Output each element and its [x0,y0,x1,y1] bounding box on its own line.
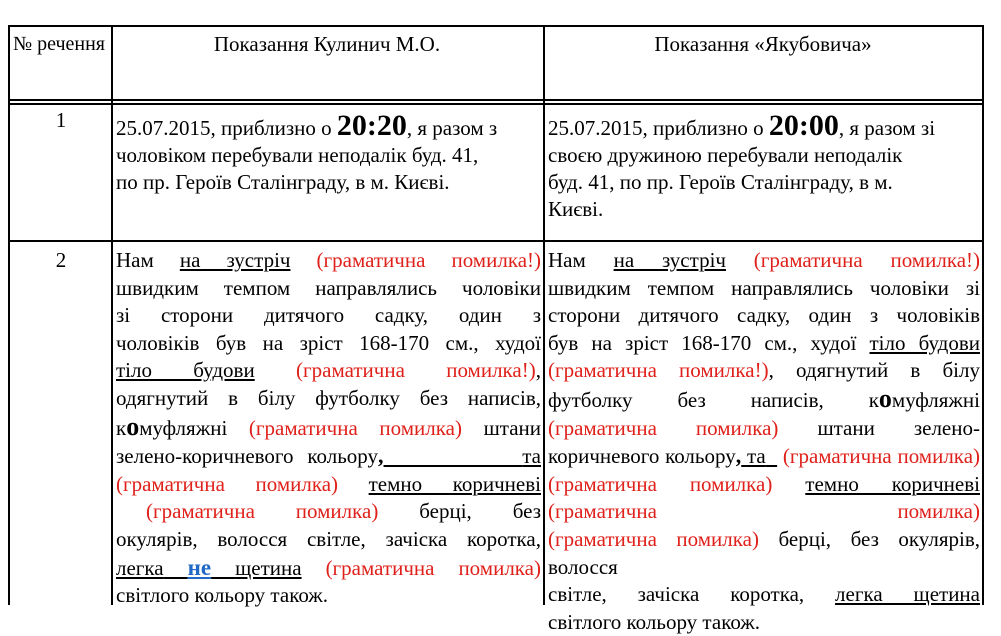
highlighted-letter: о [126,411,140,441]
text-run: штани зелено- [817,415,980,440]
row-2-yakubovych-text [548,247,980,636]
grammar-error-note: (граматична помилка) [548,471,773,496]
grammar-error-note: (граматична помилка) [146,499,379,524]
table-border-right [982,25,984,605]
text-line [548,526,980,581]
header-divider [8,99,984,101]
header-kulynych-text: Показання Кулинич М.О. [213,32,441,56]
text-line: сторони дитячого садку, один з чоловіків [548,303,980,328]
text-run: коричневого кольору [548,444,736,469]
time-highlight: 20:00 [768,109,839,142]
underlined-phrase: на зустріч [179,248,291,272]
column-divider-2 [543,25,545,605]
grammar-error-note: (граматична помилка!) [316,248,542,272]
table-border-left [8,25,10,605]
text-run: , одягнутий в білу [768,358,980,383]
text-line: швидким темпом направлялись чоловіки [116,275,541,300]
text-line [116,109,541,142]
text-line: своєю дружиною перебували неподалік [548,143,903,167]
highlighted-word-ne: не [187,554,212,580]
text-run: муфляжні [891,387,980,412]
text-line [548,581,980,609]
row-2-number [13,247,109,274]
text-run: к [116,415,127,440]
text-line [116,357,541,385]
underlined-phrase: щетина [235,555,302,580]
grammar-error-note: (граматична помилка) [548,526,759,551]
bold-comma: , [378,443,384,469]
text-run: Нам [116,248,154,272]
underlined-phrase: темно коричневі [368,471,541,496]
text-line [116,471,541,499]
text-line: чоловіком перебували неподалік буд. 41, [116,143,479,167]
text-line: по пр. Героїв Сталінграду, в м. Києві. [116,170,450,194]
grammar-error-note: (граматична помилка) [782,444,981,469]
underlined-phrase: легка щетина [835,582,980,607]
grammar-error-note [296,358,536,382]
header-yakubovych-testimony [545,31,981,58]
text-run: берці, без окулярів, волосся [548,526,981,579]
text-line: світлого кольору також. [116,583,329,608]
text-run: футболку без написів, [548,387,824,412]
text-line [116,554,541,583]
row-1-yakubovych-text [548,109,980,223]
underlined-phrase: легка [116,555,164,580]
text-line [548,247,980,275]
grammar-error-note: (граматична помилка) [248,415,462,440]
text-line: швидким темпом направлялись чоловіки зі [548,275,980,300]
comma: , [535,358,541,383]
underlined-phrase: тіло будови [116,358,255,383]
text-line [548,330,980,358]
grammar-error-note: (граматична помилка!) [753,248,981,272]
row-divider [8,240,984,242]
underlined-phrase: та [522,444,541,469]
text-line [548,471,980,526]
text-line: окулярів, волосся світле, зачіска коротка, [116,526,541,551]
text-line [116,413,541,443]
grammar-error-note: (граматична помилка!) [548,358,769,383]
row-2-number-text: 2 [55,248,67,272]
text-line [116,498,541,526]
text-line [548,357,980,385]
text-line: Києві. [548,197,604,221]
text-run: Нам [548,248,586,272]
grammar-error-note: (граматична помилка) [548,415,779,440]
text-line: світлого кольору також. [548,609,761,634]
text-run: був на зріст 168-170 см., худої [548,330,870,355]
text-run: 25.07.2015, приблизно о [548,116,769,140]
header-sentence-number [13,31,109,58]
header-divider-2 [8,103,984,105]
text-line [116,442,541,471]
grammar-error-note: (граматична помилка) [548,499,980,524]
header-sentence-number-text: № речення [13,33,106,55]
text-run: берці, без [419,499,541,524]
underlined-phrase: тіло будови [869,330,980,355]
text-line: зі сторони дитячого садку, один з [116,303,541,328]
text-run: муфляжні [139,415,228,440]
time-highlight: 20:20 [336,109,407,142]
grammar-error-text: (граматична помилка!) [296,358,536,383]
text-line: буд. 41, по пр. Героїв Сталінграду, в м. [548,170,893,194]
text-run: , я разом з [406,116,498,140]
underlined-phrase: на зустріч [613,248,726,272]
row-1-number-text: 1 [55,108,67,132]
highlighted-letter: о [878,383,892,413]
header-kulynych-testimony [113,31,541,58]
text-line [548,442,980,471]
column-divider-1 [111,25,113,605]
text-line: одягнутий в білу футболку без написів, [116,385,541,410]
text-line [116,247,541,275]
text-line [548,385,980,415]
table-border-top [8,25,984,27]
row-1-number [13,107,109,134]
text-run: штани [483,415,541,440]
underlined-phrase: темно коричневі [805,471,980,496]
underlined-phrase: та [746,444,766,469]
row-1-kulynych-text [116,109,541,196]
row-2-kulynych-text [116,247,541,610]
text-run: 25.07.2015, приблизно о [116,116,337,140]
text-line: чоловіків був на зріст 168-170 см., худої [116,330,541,355]
text-run: , я разом зі [838,116,936,140]
text-line [548,109,980,142]
text-run: світле, зачіска коротка, [548,582,805,607]
grammar-error-note: (граматична помилка) [325,555,541,580]
text-run: зелено-коричневого кольору [116,444,379,469]
bold-comma: , [735,443,742,469]
text-line [548,415,980,443]
text-run: к [868,387,879,412]
header-yakubovych-text: Показання «Якубовича» [654,32,872,56]
grammar-error-note: (граматична помилка) [116,471,339,496]
